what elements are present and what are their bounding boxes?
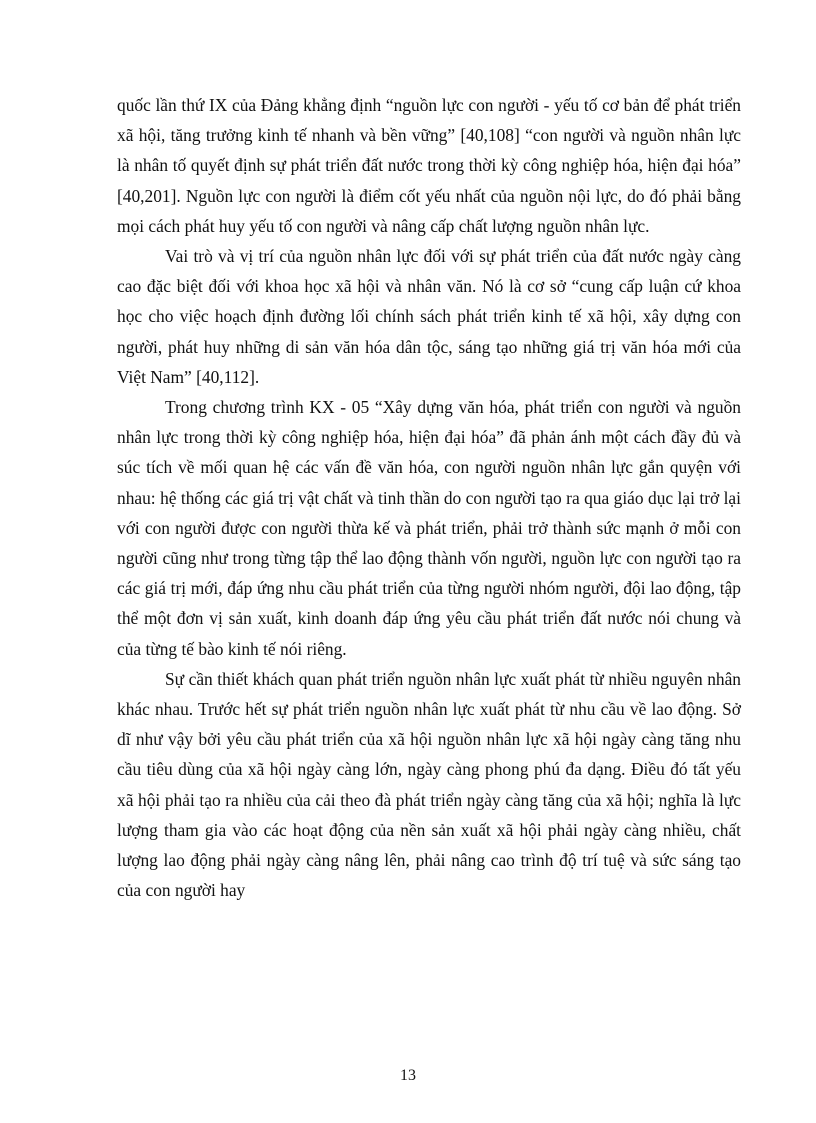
body-text	[117, 90, 741, 905]
page-number: 13	[400, 1067, 416, 1084]
paragraph-2: Vai trò và vị trí của nguồn nhân lực đối với sự phát triển của đất nước ngày càng cao đặc biệt đối với khoa học xã hội và nhân văn. Nó là cơ sở “cung cấp luận cứ khoa học cho việc hoạch định đường lối chính sách phát triển kinh tế xã hội, xây dựng con người, phát huy những di sản văn hóa dân tộc, sáng tạo những giá trị văn hóa mới của Việt Nam” [40,112].	[117, 246, 741, 387]
paragraph-1: quốc lần thứ IX của Đảng khẳng định “nguồn lực con người - yếu tố cơ bản để phát triển xã hội, tăng trưởng kinh tế nhanh và bền vững” [40,108] “con người và nguồn nhân lực là nhân tố quyết định sự phát triển đất nước trong thời kỳ công nghiệp hóa, hiện đại hóa” [40,201]. Nguồn lực con người là điểm cốt yếu nhất của nguồn nội lực, do đó phải bằng mọi cách phát huy yếu tố con người và nâng cấp chất lượng nguồn nhân lực.	[117, 95, 741, 236]
paragraph-4: Sự cần thiết khách quan phát triển nguồn nhân lực xuất phát từ nhiều nguyên nhân khác nhau. Trước hết sự phát triển nguồn nhân lực xuất phát từ nhu cầu về lao động. Sở dĩ như vậy bởi yêu cầu phát triển của xã hội nguồn nhân lực xã hội ngày càng tăng nhu cầu tiêu dùng của xã hội ngày càng lớn, ngày càng phong phú đa dạng. Điều đó tất yếu xã hội phải tạo ra nhiều của cải theo đà phát triển ngày càng tăng của xã hội; nghĩa là lực lượng tham gia vào các hoạt động của nền sản xuất xã hội phải ngày càng nhiều, chất lượng lao động phải ngày càng nâng lên, phải nâng cao trình độ trí tuệ và sức sáng tạo của con người hay	[117, 668, 741, 901]
paragraph-3: Trong chương trình KX - 05 “Xây dựng văn hóa, phát triển con người và nguồn nhân lực trong thời kỳ công nghiệp hóa, hiện đại hóa” đã phản ánh một cách đầy đủ và súc tích về mối quan hệ các vấn đề văn hóa, con người nguồn nhân lực gắn quyện với nhau: hệ thống các giá trị vật chất và tinh thần do con người tạo ra qua giáo dục lại trở lại với con người được con người thừa kế và phát triển, phải trở thành sức mạnh ở mỗi con người cũng như trong từng tập thể lao động thành vốn người, nguồn lực con người tạo ra các giá trị mới, đáp ứng nhu cầu phát triển của từng người nhóm người, đội lao động, tập thể một đơn vị sản xuất, kinh doanh đáp ứng yêu cầu phát triển đất nước nói chung và của từng tế bào kinh tế nói riêng.	[117, 397, 741, 659]
